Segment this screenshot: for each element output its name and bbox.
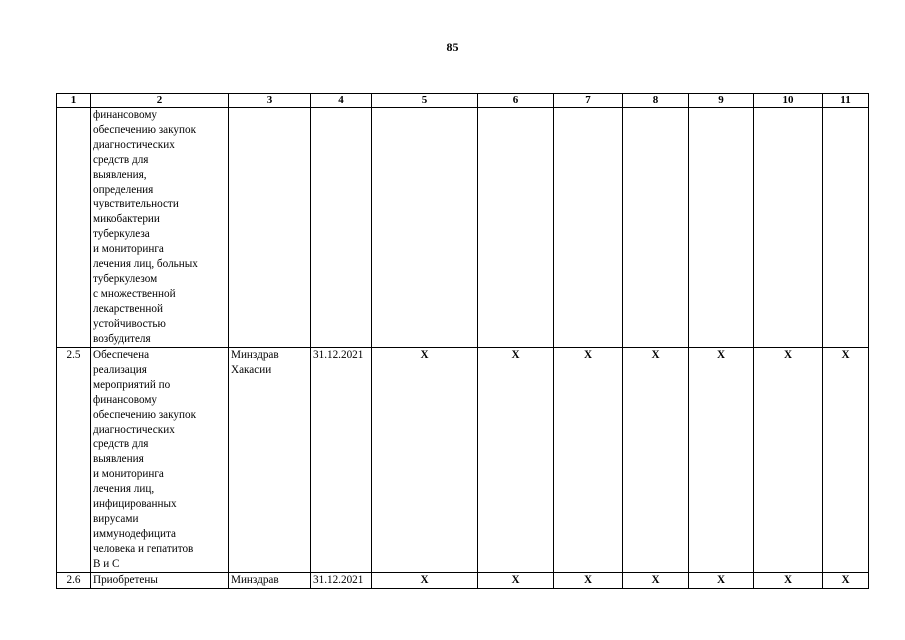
mark-cell: X — [478, 348, 554, 573]
column-header: 1 — [57, 94, 91, 108]
description-line: определения — [93, 183, 154, 196]
column-header: 10 — [754, 94, 823, 108]
mark-cell: X — [754, 572, 823, 588]
description-line: и мониторинга — [93, 243, 164, 256]
table-row — [57, 348, 869, 573]
column-header: 2 — [91, 94, 229, 108]
description-line: Приобретены — [93, 573, 158, 586]
description-line: Обеспечена — [93, 349, 150, 361]
description-line: средств для — [93, 153, 149, 166]
column-header: 7 — [554, 94, 623, 108]
table-row-continuation — [57, 108, 869, 348]
description-line: обеспечению закупок — [93, 408, 197, 421]
mark-cell: X — [754, 348, 823, 573]
date-cell: 31.12.2021 — [311, 572, 372, 588]
description-line: человека и гепатитов — [93, 542, 194, 555]
mark-cell: X — [554, 348, 623, 573]
column-header: 11 — [823, 94, 869, 108]
table-row — [57, 572, 869, 588]
column-header: 9 — [689, 94, 754, 108]
mark-cell: X — [823, 348, 869, 573]
table-cell — [372, 108, 478, 348]
table-cell — [823, 108, 869, 348]
description-line: чувствительности — [93, 198, 179, 211]
header-row — [57, 94, 869, 108]
description-line: вирусами — [93, 512, 139, 525]
responsible-line: Минздрав — [231, 573, 279, 586]
table-cell — [554, 108, 623, 348]
column-header: 3 — [229, 94, 311, 108]
responsible-line: Минздрав — [231, 349, 279, 361]
table-cell — [623, 108, 689, 348]
description-line: микобактерии — [93, 213, 160, 226]
responsible-cell — [229, 348, 311, 573]
description-line: финансовому — [93, 109, 157, 121]
row-number: 2.5 — [57, 348, 91, 573]
description-line: лекарственной — [93, 302, 163, 315]
column-header: 8 — [623, 94, 689, 108]
page-number: 85 — [446, 40, 459, 54]
description-cell — [91, 108, 229, 348]
mark-cell: X — [372, 572, 478, 588]
description-line: диагностических — [93, 423, 175, 436]
table-cell — [229, 108, 311, 348]
responsible-line: Хакасии — [231, 363, 272, 376]
responsible-cell — [229, 572, 311, 588]
description-line: и мониторинга — [93, 468, 164, 481]
description-cell — [91, 348, 229, 573]
mark-cell: X — [478, 572, 554, 588]
table-cell — [478, 108, 554, 348]
description-line: В и С — [93, 557, 120, 570]
column-header: 4 — [311, 94, 372, 108]
description-line: средств для — [93, 438, 149, 451]
table-cell — [57, 108, 91, 348]
mark-cell: X — [689, 572, 754, 588]
table-cell — [754, 108, 823, 348]
description-line: диагностических — [93, 138, 175, 151]
date-cell: 31.12.2021 — [311, 348, 372, 573]
description-line: обеспечению закупок — [93, 123, 197, 136]
description-line: выявления, — [93, 168, 147, 181]
column-header: 6 — [478, 94, 554, 108]
mark-cell: X — [623, 348, 689, 573]
mark-cell: X — [623, 572, 689, 588]
table-cell — [311, 108, 372, 348]
description-line: инфицированных — [93, 498, 177, 511]
description-line: лечения лиц, — [93, 483, 155, 496]
column-header: 5 — [372, 94, 478, 108]
description-line: финансовому — [93, 393, 157, 406]
description-line: мероприятий по — [93, 378, 171, 391]
mark-cell: X — [554, 572, 623, 588]
description-line: устойчивостью — [93, 317, 166, 330]
description-line: возбудителя — [93, 332, 151, 345]
mark-cell: X — [372, 348, 478, 573]
table-cell — [689, 108, 754, 348]
mark-cell: X — [823, 572, 869, 588]
description-line: выявления — [93, 453, 144, 466]
document-table — [56, 93, 869, 589]
description-line: туберкулеза — [93, 228, 150, 241]
mark-cell: X — [689, 348, 754, 573]
description-cell — [91, 572, 229, 588]
description-line: с множественной — [93, 287, 176, 300]
description-line: лечения лиц, больных — [93, 258, 198, 271]
description-line: туберкулезом — [93, 272, 158, 285]
description-line: иммунодефицита — [93, 527, 176, 540]
description-line: реализация — [93, 363, 147, 376]
row-number: 2.6 — [57, 572, 91, 588]
